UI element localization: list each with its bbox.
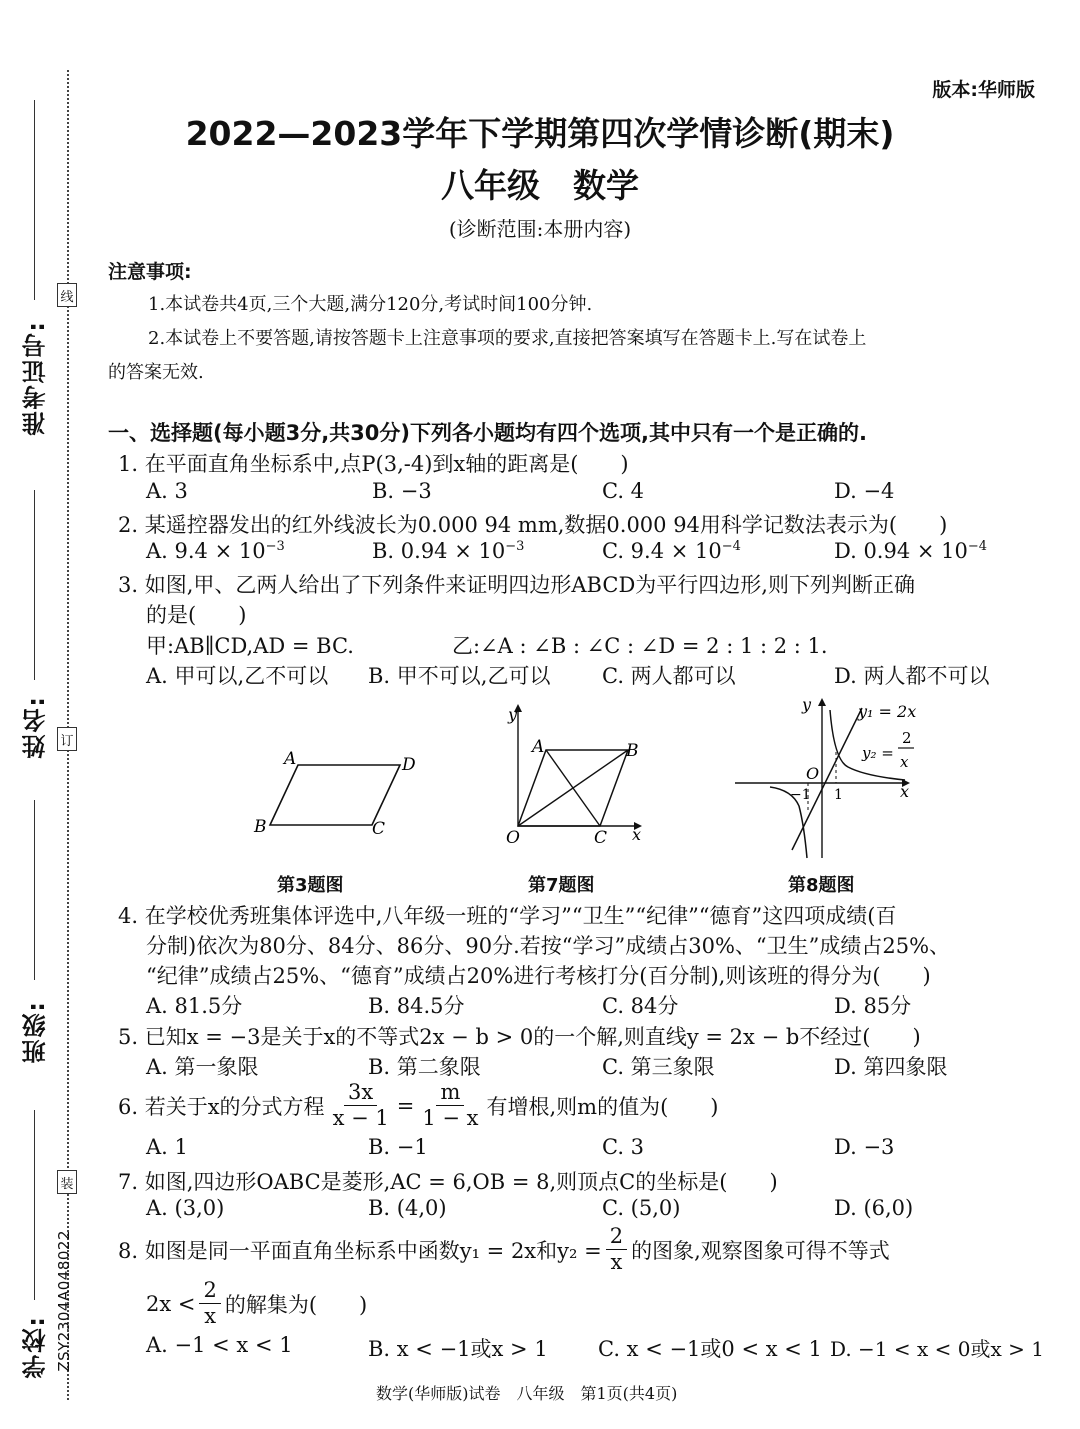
scope-note: (诊断范围:本册内容) [448,217,632,241]
q2-a-base: A. 9.4 × 10 [146,539,266,563]
q8-option-c: C. x < −1或0 < x < 1 [598,1337,822,1361]
q3-option-a: A. 甲可以,乙不可以 [146,664,329,688]
q2-option-c [602,539,741,563]
q4-option-d: D. 85分 [834,994,912,1018]
fig3-label-a: A [284,749,297,769]
q5-option-a: A. 第一象限 [146,1055,259,1079]
page-subtitle: 八年级 数学 [441,166,639,205]
q3-stem-line2: 的是( ) [146,603,247,627]
notice-item-2b: 的答案无效. [108,362,204,383]
q8-stem-line1 [118,1224,890,1275]
q2-b-base: B. 0.94 × 10 [372,539,506,563]
q1-option-a: A. 3 [146,479,188,503]
fig3-label-c: C [372,819,386,839]
q1-option-b: B. −3 [372,479,432,503]
q1-option-c: C. 4 [602,479,645,503]
q4-stem-line3: “纪律”成绩占25%、“德育”成绩占20%进行考核打分(百分制),则该班的得分为( ) [146,964,931,988]
fig8-axis-x: x [900,782,910,801]
notice-heading: 注意事项: [108,261,192,283]
q5-option-b: B. 第二象限 [368,1055,481,1079]
q2-option-d [834,539,987,563]
q3-option-d: D. 两人都不可以 [834,664,990,688]
q1-option-d: D. −4 [834,479,895,503]
cut-mark-xian: 线 [57,283,77,307]
q2-option-b [372,539,524,563]
name-write-line [34,490,35,680]
q8-l2-post: 的解集为( ) [224,1292,368,1317]
q3-option-b: B. 甲不可以,乙可以 [368,664,551,688]
q2-b-exp: −3 [505,539,525,554]
q4-option-b: B. 84.5分 [368,994,465,1018]
fig8-y2-denominator: x [900,753,909,771]
figure-7-rhombus [500,700,650,850]
q3-condition-jia: 甲:AB∥CD,AD = BC. [146,634,354,658]
q8-l2-den: x [204,1304,217,1329]
q5-option-c: C. 第三象限 [602,1055,715,1079]
school-write-line [34,1110,35,1300]
fig7-label-b: B [626,741,639,761]
q6-stem [118,1080,718,1131]
fig7-label-a: A [532,737,545,757]
q8-l2-fraction [199,1278,220,1329]
q7-option-d: D. (6,0) [834,1196,914,1220]
q6-post: 有增根,则m的值为( ) [486,1094,719,1119]
figure-3-caption: 第3题图 [277,875,344,896]
q2-d-exp: −4 [967,539,988,554]
notice-item-2a: 2.本试卷上不要答题,请按答题卡上注意事项的要求,直接把答案填写在答题卡上.写在试卷上 [148,328,867,349]
q3-stem-line1: 3. 如图,甲、乙两人给出了下列条件来证明四边形ABCD为平行四边形,则下列判断正确 [118,573,915,597]
fig7-label-c: C [594,828,608,848]
fig7-axis-y: y [508,705,518,724]
fig3-label-b: B [254,817,267,837]
school-label: 学校: [22,1315,50,1379]
q6-f2-num: m [436,1080,464,1106]
q4-stem-line1: 4. 在学校优秀班集体评选中,八年级一班的“学习”“卫生”“纪律”“德育”这四项成绩(百 [118,904,897,928]
q6-option-a: A. 1 [146,1135,188,1159]
q2-a-exp: −3 [265,539,285,554]
q7-stem: 7. 如图,四边形OABC是菱形,AC = 6,OB = 8,则顶点C的坐标是( ) [118,1170,778,1194]
class-write-line [34,800,35,980]
page-title: 2022—2023学年下学期第四次学情诊断(期末) [185,114,895,153]
q7-option-c: C. (5,0) [602,1196,681,1220]
q8-option-d: D. −1 < x < 0或x > 1 [830,1337,1044,1361]
q5-stem: 5. 已知x = −3是关于x的不等式2x − b > 0的一个解,则直线y = 2x − b不经过( ) [118,1025,921,1049]
fig7-axis-x: x [632,825,642,844]
q4-option-c: C. 84分 [602,994,679,1018]
q8-l2-num: 2 [199,1278,220,1304]
q5-option-d: D. 第四象限 [834,1055,948,1079]
exam-no-label: 准考证号: [22,320,50,436]
figure-8-caption: 第8题图 [788,875,855,896]
q8-option-b: B. x < −1或x > 1 [368,1337,548,1361]
q6-fraction-1 [329,1080,393,1131]
q3-option-c: C. 两人都可以 [602,664,736,688]
fig8-tick-1: 1 [834,787,843,803]
q8-post: 的图象,观察图象可得不等式 [631,1238,890,1263]
q8-l2-pre: 2x < [146,1291,196,1316]
q2-option-a [146,539,285,563]
q8-fraction [606,1224,627,1275]
q6-f2-den: 1 − x [422,1106,479,1131]
notice-item-1: 1.本试卷共4页,三个大题,满分120分,考试时间100分钟. [148,294,593,315]
version-label: 版本:华师版 [932,79,1035,101]
q6-pre: 6. 若关于x的分式方程 [118,1094,325,1119]
fig8-axis-y: y [802,695,812,714]
page-footer: 数学(华师版)试卷 八年级 第1页(共4页) [376,1384,678,1403]
figure-7-caption: 第7题图 [528,875,595,896]
q7-option-b: B. (4,0) [368,1196,447,1220]
fig7-label-o: O [506,828,520,848]
q2-c-exp: −4 [721,539,741,554]
cut-mark-zhuang: 装 [57,1170,77,1194]
cut-mark-ding: 订 [57,727,77,751]
q2-d-base: D. 0.94 × 10 [834,539,968,563]
fig8-label-o: O [806,764,820,783]
fig8-tick-minus1: −1 [790,787,811,803]
fig8-label-y1: y₁ = 2x [858,702,917,721]
q2-stem: 2. 某遥控器发出的红外线波长为0.000 94 mm,数据0.000 94用科学记数法表示为( ) [118,513,948,537]
q2-c-base: C. 9.4 × 10 [602,539,722,563]
figure-8-graph [730,690,940,860]
fig8-y2-numerator: 2 [902,729,912,747]
fig3-label-d: D [402,755,416,775]
q6-option-c: C. 3 [602,1135,645,1159]
name-label: 姓名: [22,695,50,759]
q8-stem-line2 [146,1278,367,1329]
figure-3-parallelogram [240,740,440,840]
q6-equals: = [396,1093,415,1118]
q6-option-b: B. −1 [368,1135,428,1159]
q4-stem-line2: 分制)依次为80分、84分、86分、90分.若按“学习”成绩占30%、“卫生”成绩占25%、 [146,934,951,958]
q8-f-den: x [610,1250,623,1275]
q4-option-a: A. 81.5分 [146,994,243,1018]
q6-fraction-2 [418,1080,482,1131]
q6-option-d: D. −3 [834,1135,895,1159]
q6-f1-num: 3x [344,1080,377,1106]
class-label: 班级: [22,1000,50,1064]
q1-stem: 1. 在平面直角坐标系中,点P(3,-4)到x轴的距离是( ) [118,452,629,476]
q7-option-a: A. (3,0) [146,1196,225,1220]
section-1-heading: 一、选择题(每小题3分,共30分)下列各小题均有四个选项,其中只有一个是正确的. [108,421,867,445]
fig8-label-y2: y₂ = [862,744,894,762]
q8-f-num: 2 [606,1224,627,1250]
q8-option-a: A. −1 < x < 1 [146,1333,293,1357]
q6-f1-den: x − 1 [332,1106,389,1131]
paper-code: ZSY2304A048022 [55,1230,73,1372]
q8-pre: 8. 如图是同一平面直角坐标系中函数y₁ = 2x和y₂ = [118,1238,602,1263]
q3-condition-yi: 乙:∠A : ∠B : ∠C : ∠D = 2 : 1 : 2 : 1. [452,634,828,658]
